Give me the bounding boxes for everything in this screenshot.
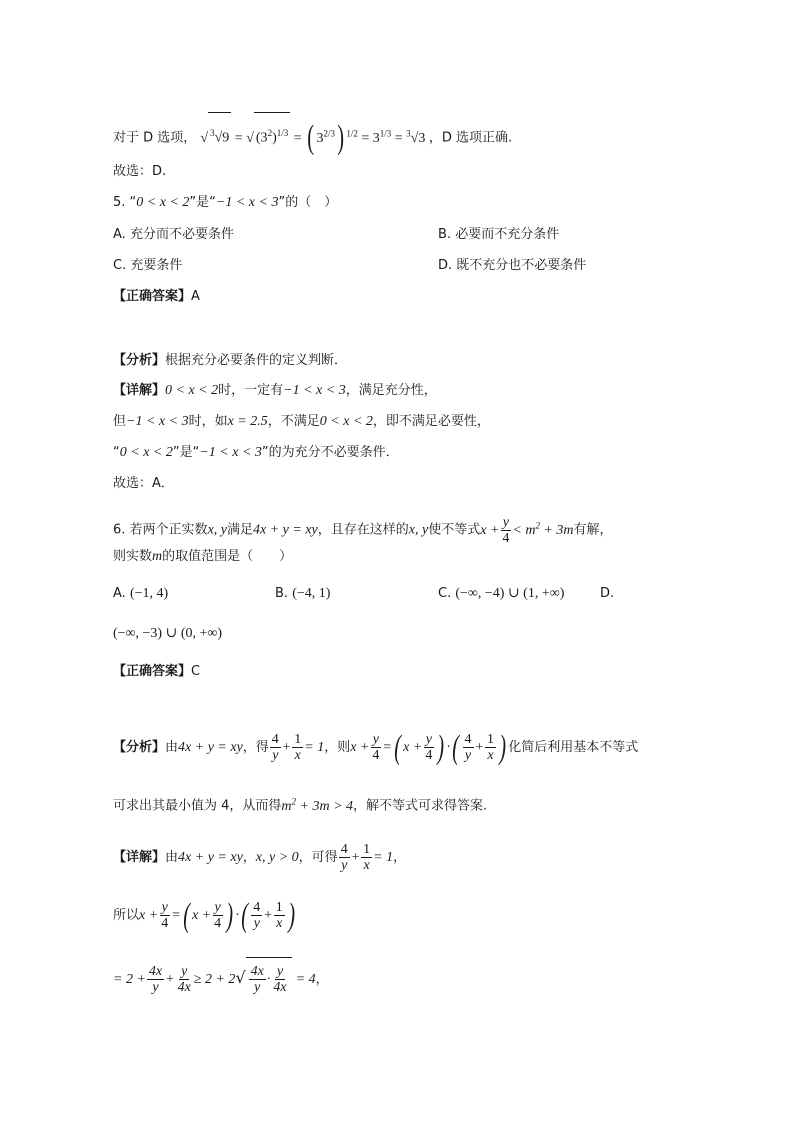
q6-option-b[interactable] bbox=[275, 584, 330, 604]
q5-connector: ”是“ bbox=[189, 195, 216, 210]
q5-detail-line-1 bbox=[113, 381, 437, 401]
q6-detail-text-e: ， bbox=[393, 850, 407, 865]
q5-detail1-text-b: 时，一定有 bbox=[218, 383, 284, 398]
q5-answer-value: A bbox=[191, 289, 200, 304]
q6-detail-product: x + $\frac{y}{4}$ =( x + $\frac{y}{4}$ ) ·( $\frac{4}{y}$ + $\frac{1}{x}$ ) bbox=[139, 896, 295, 934]
q6-option-c[interactable] bbox=[438, 584, 564, 604]
q6-analysis-text-d: 化简后利用基本不等式 bbox=[508, 740, 639, 755]
q5-number: 5. bbox=[113, 195, 126, 210]
q6-analysis-line-2 bbox=[113, 791, 487, 817]
q6-detail-text-b: ， bbox=[242, 850, 256, 865]
q5-option-c-letter: C. bbox=[113, 258, 127, 273]
q5-detail-line-2 bbox=[113, 412, 490, 432]
q6-stem-text-a: 若两个正实数 bbox=[129, 522, 208, 538]
q6-answer bbox=[113, 662, 200, 682]
q5-detail2-text-a: 但 bbox=[113, 414, 127, 429]
q6-vars-2: x, y bbox=[408, 522, 429, 538]
q5-detail-line-3 bbox=[113, 443, 399, 463]
q5-option-c-text: 充要条件 bbox=[130, 258, 183, 273]
q6-option-c-letter: C. bbox=[438, 586, 452, 601]
q6-stem-line-1 bbox=[113, 508, 613, 546]
q5-stem-tail: ”的（ ） bbox=[278, 195, 338, 210]
q5-option-c[interactable] bbox=[113, 256, 182, 276]
q6-number: 6. bbox=[113, 522, 126, 538]
q5-analysis-text: 根据充分必要条件的定义判断． bbox=[165, 353, 348, 368]
q6-detail-result-tail: ， bbox=[315, 972, 329, 987]
q5-option-a-letter: A. bbox=[113, 227, 126, 242]
q6-stem-text-b: 满足 bbox=[227, 522, 254, 538]
q6-var-m: m bbox=[152, 549, 163, 564]
q6-option-a-letter: A. bbox=[113, 586, 126, 601]
q5-detail2-expr-d: x = 2.5 bbox=[227, 414, 268, 429]
q5-analysis-label: 【分析】 bbox=[113, 353, 166, 368]
q6-answer-label: 【正确答案】 bbox=[113, 664, 192, 679]
q5-detail3-expr-b: 0 < x < 2 bbox=[119, 445, 173, 460]
q6-stem-text-c: ，且存在这样的 bbox=[317, 522, 409, 538]
q6-analysis-text-c: ，则 bbox=[324, 740, 351, 755]
q6-stem-line-2 bbox=[113, 547, 292, 567]
prev-intro: 对于 D 选项， bbox=[113, 130, 197, 146]
q6-option-d-letter-wrap[interactable] bbox=[600, 584, 614, 604]
q5-detail1-expr-a: 0 < x < 2 bbox=[165, 383, 219, 398]
q5-detail2-text-c: 时，如 bbox=[188, 414, 228, 429]
q6-inequality: x + $\frac{y}{4}$ < $m^2 + 3m$ bbox=[480, 514, 574, 546]
q6-option-a-text: (−1, 4) bbox=[129, 586, 169, 601]
q5-detail1-expr-c: −1 < x < 3 bbox=[283, 383, 346, 398]
q6-analysis2-ineq: $m^2 + 3m > 4$ bbox=[281, 796, 354, 814]
q6-analysis-eq: 4x + y = xy bbox=[178, 740, 243, 755]
q6-option-d-text: (−∞, −3) ∪ (0, +∞) bbox=[113, 626, 223, 641]
q6-detail-result: = 4 bbox=[295, 972, 316, 987]
q6-detail-eq: 4x + y = xy bbox=[178, 850, 243, 865]
q6-answer-value: C bbox=[191, 664, 201, 679]
q5-condition-2: −1 < x < 3 bbox=[215, 195, 279, 210]
q6-stem-text-e: 有解， bbox=[573, 522, 613, 538]
q5-option-a[interactable] bbox=[113, 225, 234, 245]
q6-detail-text-d: ，可得 bbox=[298, 850, 338, 865]
q6-detail-label: 【详解】 bbox=[113, 850, 166, 865]
q6-stem2-text-b: 的取值范围是（ ） bbox=[162, 549, 293, 564]
q6-analysis-product: x + $\frac{y}{4}$ =( x + $\frac{y}{4}$ ) ·( $\frac{4}{y}$ + $\frac{1}{x}$ ) bbox=[350, 728, 507, 766]
q5-conclusion: 故选：A． bbox=[113, 476, 174, 491]
q5-detail2-text-g: ，即不满足必要性， bbox=[372, 414, 490, 429]
prev-d-line bbox=[113, 112, 513, 157]
q6-option-d-letter: D. bbox=[600, 586, 615, 601]
q6-analysis-label: 【分析】 bbox=[113, 740, 166, 755]
q5-detail-label: 【详解】 bbox=[113, 383, 166, 398]
q6-detail-line-2 bbox=[113, 896, 297, 936]
q6-detail-am-gm: = 2 + $\frac{4x}{y}$ + $\frac{y}{4x}$ ≥ 2 + 2√ $\frac{4x}{y}$ · $\frac{y}{4x}$ bbox=[113, 972, 292, 987]
q5-answer bbox=[113, 287, 200, 307]
q6-analysis2-text-b: ，解不等式可求得答案. bbox=[353, 798, 488, 814]
q6-analysis-frac-eq: $\frac{4}{y}$ + $\frac{1}{x}$ = 1 bbox=[271, 732, 325, 764]
q6-option-b-text: (−4, 1) bbox=[292, 586, 331, 601]
q6-option-b-letter: B. bbox=[275, 586, 289, 601]
q6-detail-positive: x, y > 0 bbox=[255, 850, 299, 865]
q5-stem bbox=[113, 193, 337, 213]
q6-so-label: 所以 bbox=[113, 908, 140, 923]
q5-detail3-expr-d: −1 < x < 3 bbox=[199, 445, 262, 460]
q6-analysis2-text-a: 可求出其最小值为 4，从而得 bbox=[113, 798, 282, 814]
q6-analysis-text-b: ，得 bbox=[242, 740, 269, 755]
q5-condition-1: 0 < x < 2 bbox=[136, 195, 190, 210]
q5-option-b-text: 必要而不充分条件 bbox=[455, 227, 560, 242]
q5-option-d[interactable] bbox=[438, 256, 586, 276]
prev-conclusion: 故选：D. bbox=[113, 164, 167, 179]
q5-option-d-letter: D. bbox=[438, 258, 453, 273]
q6-option-c-text: (−∞, −4) ∪ (1, +∞) bbox=[455, 586, 565, 601]
q5-detail2-text-e: ，不满足 bbox=[267, 414, 320, 429]
q5-quote-open: “ bbox=[129, 195, 137, 210]
q6-stem-text-d: 使不等式 bbox=[428, 522, 481, 538]
prev-outro: ，D 选项正确. bbox=[428, 130, 513, 146]
q5-option-b[interactable] bbox=[438, 225, 559, 245]
q6-detail-line-1 bbox=[113, 838, 406, 878]
q5-detail3-text-a: “ bbox=[113, 445, 120, 460]
q5-option-d-text: 既不充分也不必要条件 bbox=[456, 258, 587, 273]
q6-detail-line-3 bbox=[113, 956, 329, 1000]
q6-detail-frac-eq: $\frac{4}{y}$ + $\frac{1}{x}$ = 1 bbox=[340, 842, 394, 874]
q6-stem2-text-a: 则实数 bbox=[113, 549, 153, 564]
q5-analysis bbox=[113, 351, 347, 371]
q6-equation: 4x + y = xy bbox=[253, 522, 318, 538]
q6-analysis-text-a: 由 bbox=[165, 740, 179, 755]
q6-option-d[interactable] bbox=[113, 624, 222, 644]
q5-detail3-text-e: ”的为充分不必要条件． bbox=[261, 445, 399, 460]
q6-detail-text-a: 由 bbox=[165, 850, 179, 865]
cube-root-expression: √ $^3$√9 = √ $(3^2)^{1/3}$ = ( $3^{2/3}$) $^{1/2} = 3^{1/3} = ^3√3$ bbox=[200, 131, 428, 146]
q5-detail3-text-c: ”是“ bbox=[172, 445, 200, 460]
q5-answer-label: 【正确答案】 bbox=[113, 289, 192, 304]
q5-detail2-expr-b: −1 < x < 3 bbox=[126, 414, 189, 429]
q6-vars-1: x, y bbox=[207, 522, 227, 538]
q5-detail2-expr-f: 0 < x < 2 bbox=[319, 414, 373, 429]
q5-option-b-letter: B. bbox=[438, 227, 452, 242]
q5-detail1-text-d: ，满足充分性， bbox=[345, 383, 437, 398]
q6-analysis-line-1 bbox=[113, 728, 638, 768]
q5-option-a-text: 充分而不必要条件 bbox=[129, 227, 234, 242]
q6-option-a[interactable] bbox=[113, 584, 168, 604]
